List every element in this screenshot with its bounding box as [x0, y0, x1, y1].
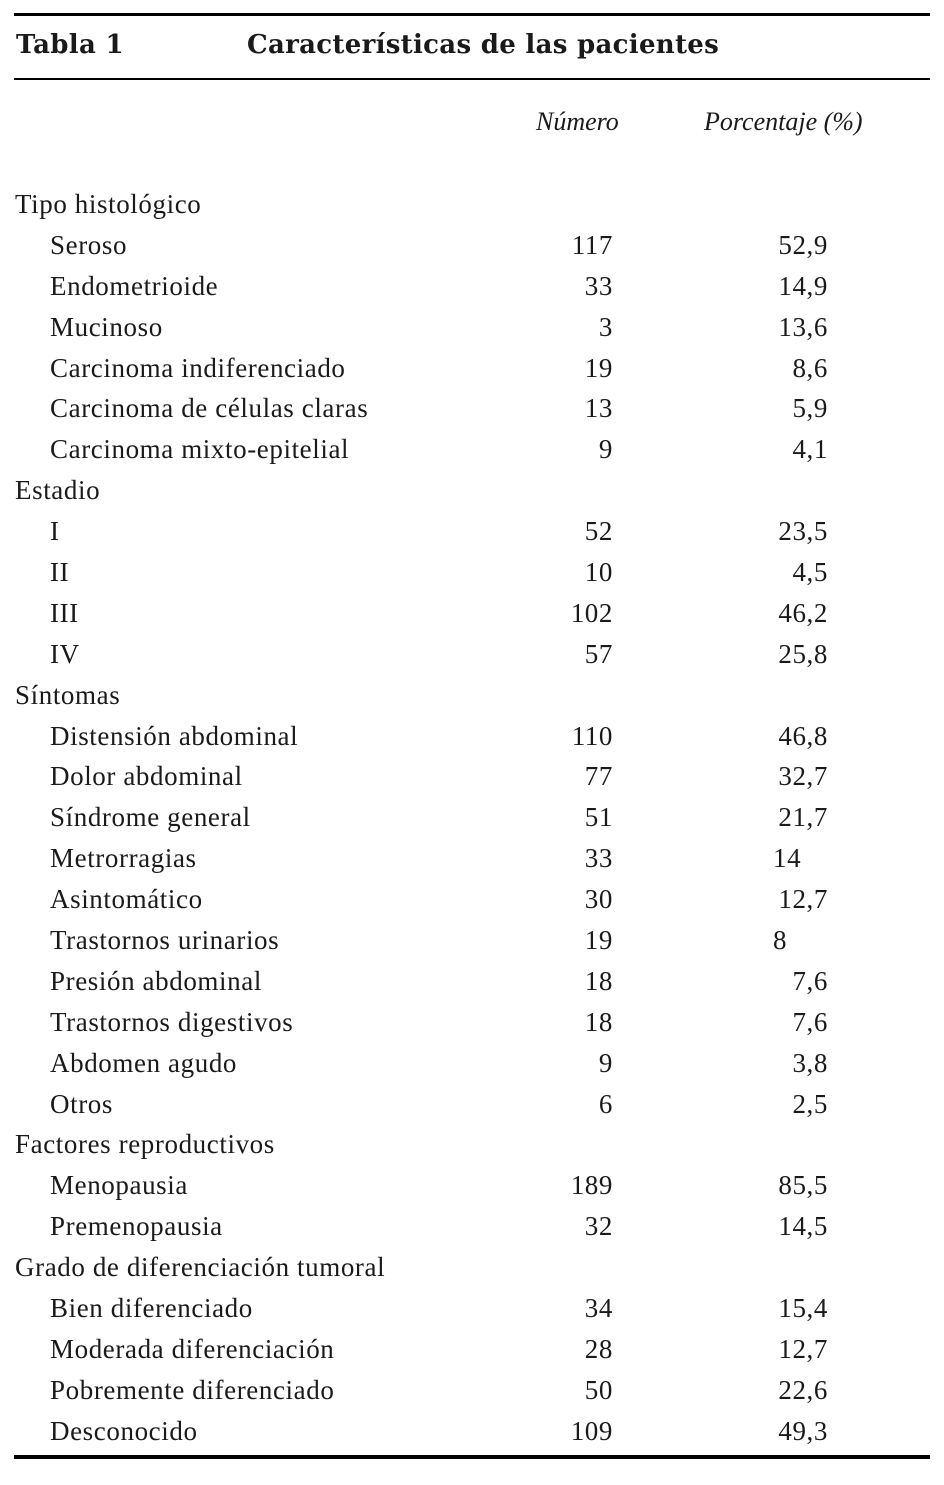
cell-percent: 12,7 [778, 884, 828, 915]
cell-number: 34 [584, 1293, 613, 1324]
cell-number: 18 [584, 965, 613, 996]
row-label: Dolor abdominal [50, 761, 243, 792]
table-row [0, 1165, 944, 1206]
column-header-percent: Porcentaje (%) [704, 107, 863, 136]
cell-percent: 21,7 [778, 802, 828, 833]
section-label: Grado de diferenciación tumoral [15, 1252, 386, 1283]
cell-number: 51 [584, 802, 613, 833]
table-row [0, 879, 944, 920]
table-row [0, 1329, 944, 1370]
table-top-rule [14, 13, 930, 16]
cell-percent: 22,6 [778, 1374, 828, 1405]
table-number: Tabla 1 [16, 30, 124, 60]
cell-number: 52 [584, 516, 613, 547]
table-row [0, 797, 944, 838]
cell-number: 30 [584, 884, 613, 915]
cell-number: 6 [598, 1088, 613, 1119]
table-bottom-rule [14, 1455, 930, 1459]
cell-percent: 8,6 [792, 352, 828, 383]
table-body [0, 184, 944, 1452]
cell-percent: 7,6 [792, 1006, 828, 1037]
row-label: Moderada diferenciación [50, 1333, 335, 1364]
cell-percent: 4,5 [792, 557, 828, 588]
cell-number: 9 [598, 434, 613, 465]
section-heading-row [0, 1247, 944, 1288]
row-label: Desconocido [50, 1415, 198, 1446]
section-label: Factores reproductivos [15, 1129, 275, 1160]
cell-number: 28 [584, 1333, 613, 1364]
cell-percent: 15,4 [778, 1293, 828, 1324]
row-label: Carcinoma indiferenciado [50, 352, 346, 383]
cell-number: 50 [584, 1374, 613, 1405]
table-row [0, 1411, 944, 1452]
table-row [0, 388, 944, 429]
table-header-rule [14, 78, 930, 80]
row-label: Seroso [50, 229, 128, 260]
cell-number: 10 [584, 557, 613, 588]
row-label: II [50, 557, 70, 588]
cell-number: 109 [570, 1415, 613, 1446]
table-row [0, 756, 944, 797]
cell-number: 13 [584, 393, 613, 424]
table-row [0, 838, 944, 879]
row-label: I [50, 516, 60, 547]
table-row [0, 1288, 944, 1329]
row-label: Distensión abdominal [50, 720, 299, 751]
cell-percent: 3,8 [792, 1047, 828, 1078]
table-row [0, 920, 944, 961]
cell-percent: 8 [773, 925, 788, 956]
row-label: Asintomático [50, 884, 203, 915]
table-row [0, 266, 944, 307]
cell-percent: 14,9 [778, 270, 828, 301]
table-row [0, 1370, 944, 1411]
table-row [0, 593, 944, 634]
cell-percent: 85,5 [778, 1170, 828, 1201]
section-heading-row [0, 1124, 944, 1165]
table-row [0, 1002, 944, 1043]
table-row [0, 429, 944, 470]
table-row [0, 1043, 944, 1084]
column-header-number: Número [536, 107, 619, 136]
row-label: Otros [50, 1088, 113, 1119]
cell-percent: 2,5 [792, 1088, 828, 1119]
cell-number: 77 [584, 761, 613, 792]
cell-percent: 32,7 [778, 761, 828, 792]
row-label: Abdomen agudo [50, 1047, 238, 1078]
cell-number: 19 [584, 352, 613, 383]
section-label: Tipo histológico [15, 189, 202, 219]
cell-percent: 5,9 [792, 393, 828, 424]
cell-percent: 4,1 [792, 434, 828, 465]
table-row [0, 511, 944, 552]
row-label: Endometrioide [50, 270, 219, 301]
cell-percent: 12,7 [778, 1333, 828, 1364]
table-row [0, 1206, 944, 1247]
row-label: Pobremente diferenciado [50, 1374, 335, 1405]
row-label: Presión abdominal [50, 965, 262, 996]
cell-percent: 46,2 [778, 597, 828, 628]
row-label: Premenopausia [50, 1211, 223, 1242]
section-heading-row [0, 184, 944, 225]
cell-percent: 14 [773, 843, 802, 874]
cell-percent: 14,5 [778, 1211, 828, 1242]
table-row [0, 634, 944, 675]
table-title: Características de las pacientes [247, 30, 720, 60]
section-heading-row [0, 470, 944, 511]
cell-number: 102 [570, 597, 613, 628]
table-row [0, 961, 944, 1002]
table-row [0, 225, 944, 266]
row-label: Carcinoma de células claras [50, 393, 369, 424]
section-label: Síntomas [15, 679, 121, 710]
cell-number: 3 [598, 311, 613, 342]
row-label: Trastornos digestivos [50, 1006, 294, 1037]
row-label: III [50, 597, 79, 628]
row-label: Metrorragias [50, 843, 197, 874]
row-label: Síndrome general [50, 802, 251, 833]
cell-number: 57 [584, 638, 613, 669]
cell-number: 9 [598, 1047, 613, 1078]
cell-number: 19 [584, 925, 613, 956]
row-label: Bien diferenciado [50, 1293, 253, 1324]
table-row [0, 716, 944, 757]
cell-percent: 7,6 [792, 965, 828, 996]
cell-percent: 13,6 [778, 311, 828, 342]
row-label: IV [50, 638, 80, 669]
row-label: Trastornos urinarios [50, 925, 280, 956]
table-row [0, 552, 944, 593]
section-heading-row [0, 675, 944, 716]
row-label: Mucinoso [50, 311, 163, 342]
row-label: Menopausia [50, 1170, 188, 1201]
cell-percent: 25,8 [778, 638, 828, 669]
cell-number: 18 [584, 1006, 613, 1037]
cell-number: 33 [584, 270, 613, 301]
cell-percent: 49,3 [778, 1415, 828, 1446]
cell-percent: 52,9 [778, 229, 828, 260]
section-label: Estadio [15, 475, 101, 506]
cell-number: 117 [571, 229, 613, 260]
cell-percent: 46,8 [778, 720, 828, 751]
table-row [0, 1084, 944, 1125]
table-row [0, 348, 944, 389]
cell-number: 110 [571, 720, 613, 751]
table-row [0, 307, 944, 348]
cell-percent: 23,5 [778, 516, 828, 547]
cell-number: 32 [584, 1211, 613, 1242]
cell-number: 189 [570, 1170, 613, 1201]
cell-number: 33 [584, 843, 613, 874]
row-label: Carcinoma mixto-epitelial [50, 434, 350, 465]
